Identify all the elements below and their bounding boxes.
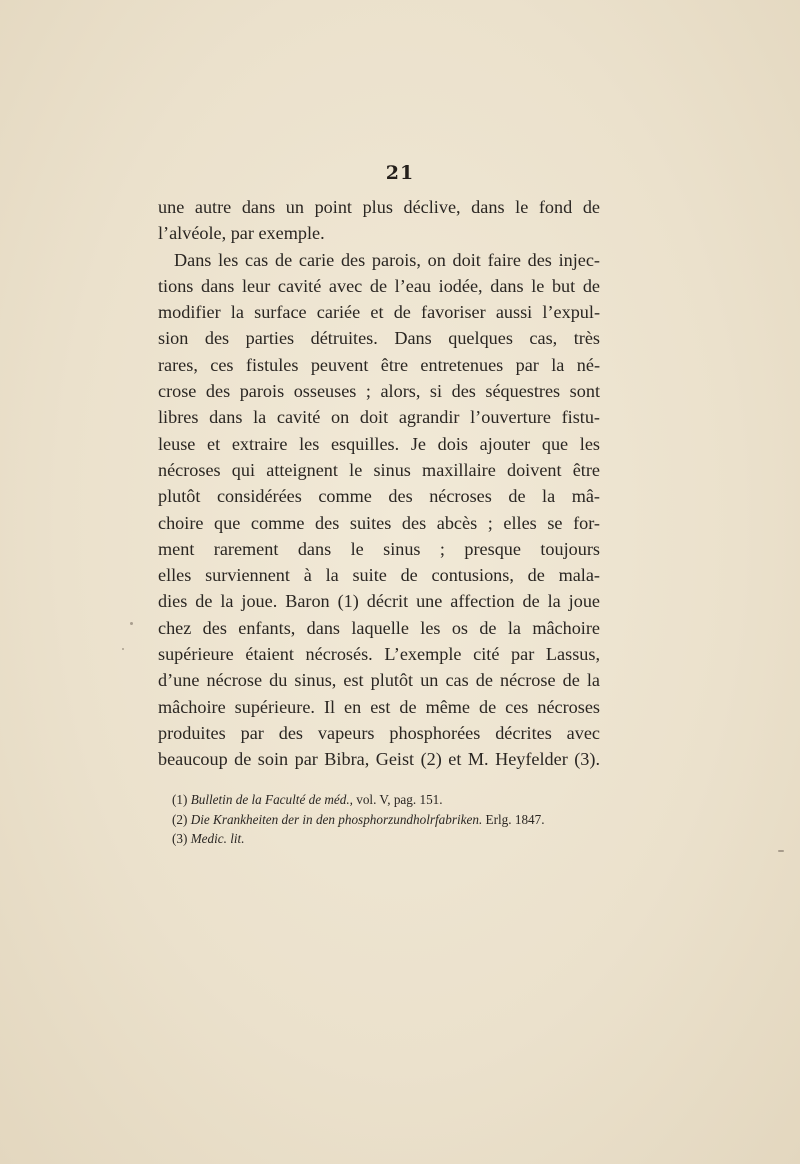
text-line: elles surviennent à la suite de contusions, de mala-: [158, 565, 600, 586]
text-line: rares, ces fistules peuvent être entretenues par la né-: [158, 354, 600, 375]
text-line: tions dans leur cavité avec de l’eau iodée, dans le but de: [158, 275, 600, 296]
footnote-title: Medic. lit.: [190, 831, 245, 846]
paper-speck: [778, 850, 784, 852]
text-line: supérieure étaient nécrosés. L’exemple cité par Lassus,: [158, 644, 600, 665]
text-line: chez des enfants, dans laquelle les os de la mâchoire: [158, 617, 600, 638]
text-line: mâchoire supérieure. Il en est de même de ces nécroses: [158, 696, 600, 717]
text-line: libres dans la cavité on doit agrandir l’ouverture fistu-: [158, 407, 600, 428]
text-line: leuse et extraire les esquilles. Je dois ajouter que les: [158, 433, 600, 454]
footnote-title: Bulletin de la Faculté de méd.,: [190, 792, 353, 807]
page-number: 21: [385, 162, 415, 184]
text-line: nécroses qui atteignent le sinus maxillaire doivent être: [158, 459, 600, 480]
body-text: [158, 194, 600, 773]
text-line: modifier la surface cariée et de favoriser aussi l’expul-: [158, 302, 600, 323]
text-line: Dans les cas de carie des parois, on doit faire des injec-: [174, 249, 600, 270]
footnote-detail: vol. V, pag. 151.: [352, 792, 443, 807]
footnote-detail: Erlg. 1847.: [482, 811, 545, 827]
text-line: ment rarement dans le sinus ; presque toujours: [158, 538, 600, 559]
text-line: crose des parois osseuses ; alors, si des séquestres sont: [158, 381, 600, 402]
footnote-title: Die Krankheiten der in den phosphorzundholrfabriken.: [190, 811, 483, 827]
footnotes: [172, 790, 612, 849]
footnote-number: (3): [172, 831, 188, 846]
text-line: plutôt considérées comme des nécroses de la mâ-: [158, 486, 600, 507]
text-line: sion des parties détruites. Dans quelques cas, très: [158, 328, 600, 349]
text-line: beaucoup de soin par Bibra, Geist (2) et M. Heyfelder (3).: [158, 749, 600, 770]
text-line: choire que comme des suites des abcès ; elles se for-: [158, 512, 600, 533]
footnote: [172, 790, 612, 810]
text-line: une autre dans un point plus déclive, dans le fond de: [158, 197, 600, 217]
paper-speck: [130, 622, 133, 625]
text-line: l’alvéole, par exemple.: [158, 223, 325, 244]
text-line: produites par des vapeurs phosphorées décrites avec: [158, 722, 600, 743]
text-line: d’une nécrose du sinus, est plutôt un cas de nécrose de la: [158, 670, 600, 691]
footnote-number: (1): [172, 792, 188, 807]
paper-speck: [122, 648, 124, 650]
text-line: dies de la joue. Baron (1) décrit une affection de la joue: [158, 591, 600, 612]
footnote-number: (2): [172, 811, 188, 827]
footnote: [172, 829, 612, 849]
footnote: [172, 810, 612, 830]
